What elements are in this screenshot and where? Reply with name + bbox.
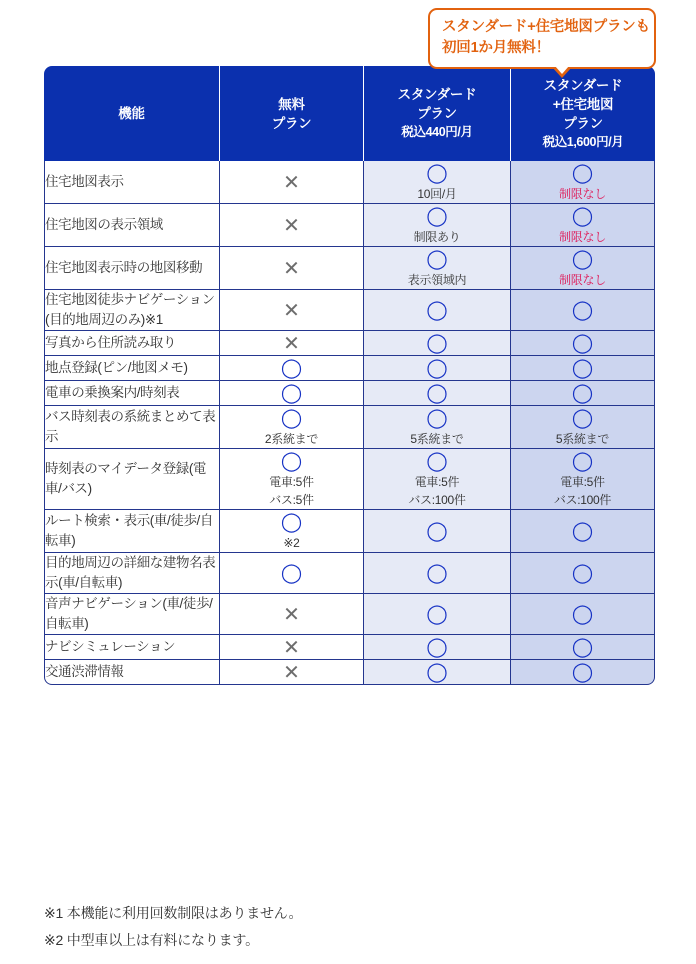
column-header-free-plan-line-1: 無料 [278, 96, 305, 112]
feature-name-cell: 交通渋滞情報 [44, 660, 220, 685]
plan-cell-premium [511, 381, 655, 406]
feature-name-cell: 目的地周辺の詳細な建物名表示(車/自転車) [44, 553, 220, 594]
plan-cell-premium [511, 290, 655, 331]
circle-icon: ◯ [426, 332, 448, 354]
plan-cell-standard [364, 635, 511, 660]
promo-callout-line-1: スタンダード+住宅地図プランも [442, 19, 650, 35]
circle-icon: ◯ [280, 407, 303, 429]
column-header-free-plan-line-2: プラン [271, 115, 312, 131]
plan-cell-standard [364, 594, 511, 635]
circle-icon: ◯ [571, 661, 594, 683]
plan-cell-premium [511, 553, 655, 594]
circle-icon: ◯ [571, 248, 594, 270]
plan-cell-note: 10回/月 [417, 187, 457, 201]
plan-comparison-table [44, 66, 655, 685]
plan-cell-free [220, 510, 364, 553]
plan-cell-standard [364, 553, 511, 594]
cross-icon: ✕ [283, 602, 300, 626]
circle-icon: ◯ [280, 382, 303, 404]
footnote-1: ※1 本機能に利用回数制限はありません。 [44, 905, 303, 921]
circle-icon: ◯ [571, 562, 594, 584]
plan-cell-free [220, 247, 364, 290]
circle-icon: ◯ [571, 205, 594, 227]
circle-icon: ◯ [571, 299, 594, 321]
table-row [44, 381, 655, 406]
plan-cell-premium [511, 449, 655, 510]
table-row [44, 290, 655, 331]
circle-icon: ◯ [426, 299, 448, 321]
plan-cell-free [220, 553, 364, 594]
plan-cell-note-secondary: バス:100件 [553, 493, 612, 507]
column-header-premium-plan-price: 税込1,600円/月 [542, 134, 624, 149]
plan-cell-note: 制限なし [559, 273, 606, 287]
cross-icon: ✕ [283, 213, 300, 237]
circle-icon: ◯ [426, 357, 448, 379]
circle-icon: ◯ [280, 511, 303, 533]
plan-cell-note: ※2 [283, 536, 300, 550]
plan-cell-premium [511, 204, 655, 247]
feature-name-cell: ナビシミュレーション [44, 635, 220, 660]
circle-icon: ◯ [571, 450, 594, 472]
feature-name-cell: 写真から住所読み取り [44, 331, 220, 356]
table-row [44, 247, 655, 290]
cross-icon: ✕ [283, 256, 300, 280]
feature-name-cell: 住宅地図表示時の地図移動 [44, 247, 220, 290]
cross-icon: ✕ [283, 331, 300, 355]
column-header-feature [44, 66, 220, 161]
table-header-row [44, 66, 655, 161]
column-header-premium-plan-line-3: プラン [563, 115, 603, 131]
plan-cell-standard [364, 161, 511, 204]
plan-cell-free [220, 660, 364, 685]
circle-icon: ◯ [426, 162, 448, 184]
footnotes [44, 900, 644, 954]
plan-cell-standard [364, 331, 511, 356]
column-header-standard-plan [364, 66, 511, 161]
circle-icon: ◯ [280, 450, 303, 472]
circle-icon: ◯ [571, 520, 594, 542]
plan-cell-standard [364, 204, 511, 247]
plan-cell-free [220, 331, 364, 356]
promo-callout [428, 8, 656, 69]
plan-cell-note: 5系統まで [410, 432, 464, 446]
plan-cell-premium [511, 161, 655, 204]
circle-icon: ◯ [426, 603, 448, 625]
plan-cell-free [220, 635, 364, 660]
table-row [44, 161, 655, 204]
circle-icon: ◯ [426, 661, 448, 683]
plan-cell-premium [511, 406, 655, 449]
plan-cell-note: 制限あり [413, 230, 461, 244]
plan-cell-free [220, 381, 364, 406]
column-header-feature-title: 機能 [118, 106, 145, 121]
circle-icon: ◯ [571, 162, 594, 184]
plan-cell-note: 2系統まで [264, 432, 319, 446]
plan-cell-premium [511, 594, 655, 635]
cross-icon: ✕ [283, 660, 300, 684]
table-body [44, 161, 655, 685]
plan-cell-premium [511, 356, 655, 381]
column-header-premium-plan-line-2: +住宅地図 [552, 96, 614, 112]
circle-icon: ◯ [280, 562, 303, 584]
plan-cell-note-secondary: バス:100件 [408, 493, 466, 507]
feature-name-cell: 電車の乗換案内/時刻表 [44, 381, 220, 406]
plan-cell-note: 表示領域内 [407, 273, 467, 287]
table-row [44, 553, 655, 594]
plan-cell-free [220, 161, 364, 204]
column-header-standard-plan-price: 税込440円/月 [401, 125, 473, 139]
plan-cell-free [220, 204, 364, 247]
circle-icon: ◯ [571, 382, 594, 404]
table-row [44, 356, 655, 381]
feature-name-cell: ルート検索・表示(車/徒歩/自転車) [44, 510, 220, 553]
table-header [44, 66, 655, 161]
feature-name-cell: 地点登録(ピン/地図メモ) [44, 356, 220, 381]
table-row [44, 204, 655, 247]
table-row [44, 660, 655, 685]
circle-icon: ◯ [571, 407, 594, 429]
plan-cell-free [220, 290, 364, 331]
plan-cell-note: 電車:5件 [560, 475, 605, 489]
circle-icon: ◯ [426, 562, 448, 584]
circle-icon: ◯ [426, 205, 448, 227]
plan-cell-premium [511, 247, 655, 290]
cross-icon: ✕ [283, 298, 300, 322]
plan-cell-premium [511, 510, 655, 553]
feature-name-cell: 住宅地図の表示領域 [44, 204, 220, 247]
plan-cell-standard [364, 290, 511, 331]
feature-name-cell: 住宅地図徒歩ナビゲーション(目的地周辺のみ)※1 [44, 290, 220, 331]
plan-cell-note: 制限なし [559, 230, 606, 244]
feature-name-cell: 音声ナビゲーション(車/徒歩/自転車) [44, 594, 220, 635]
footnote-2: ※2 中型車以上は有料になります。 [44, 932, 259, 948]
feature-name-cell: バス時刻表の系統まとめて表示 [44, 406, 220, 449]
column-header-free-plan [220, 66, 364, 161]
circle-icon: ◯ [426, 636, 448, 658]
plan-comparison-table-wrapper [44, 66, 652, 685]
plan-cell-standard [364, 356, 511, 381]
plan-cell-standard [364, 406, 511, 449]
circle-icon: ◯ [426, 450, 448, 472]
plan-cell-standard [364, 247, 511, 290]
promo-callout-line-2: 初回1か月無料！ [442, 40, 550, 56]
plan-cell-note: 制限なし [559, 187, 606, 201]
promo-callout-pointer-inner [555, 66, 569, 74]
cross-icon: ✕ [283, 635, 300, 659]
circle-icon: ◯ [426, 382, 448, 404]
plan-cell-standard [364, 510, 511, 553]
table-row [44, 406, 655, 449]
feature-name-cell: 住宅地図表示 [44, 161, 220, 204]
column-header-standard-plan-line-2: プラン [417, 106, 457, 121]
plan-cell-standard [364, 660, 511, 685]
table-row [44, 510, 655, 553]
circle-icon: ◯ [426, 407, 448, 429]
plan-cell-note: 電車:5件 [414, 475, 460, 489]
circle-icon: ◯ [571, 636, 594, 658]
plan-cell-note-secondary: バス:5件 [269, 493, 314, 507]
plan-cell-free [220, 356, 364, 381]
circle-icon: ◯ [426, 520, 448, 542]
plan-cell-standard [364, 449, 511, 510]
plan-cell-note: 5系統まで [555, 432, 610, 446]
table-row [44, 449, 655, 510]
plan-cell-standard [364, 381, 511, 406]
circle-icon: ◯ [571, 332, 594, 354]
circle-icon: ◯ [571, 603, 594, 625]
table-row [44, 594, 655, 635]
plan-cell-free [220, 406, 364, 449]
feature-name-cell: 時刻表のマイデータ登録(電車/バス) [44, 449, 220, 510]
column-header-premium-plan-line-1: スタンダード [543, 77, 623, 93]
column-header-standard-plan-line-1: スタンダード [397, 87, 477, 102]
plan-cell-free [220, 449, 364, 510]
circle-icon: ◯ [571, 357, 594, 379]
plan-cell-premium [511, 331, 655, 356]
circle-icon: ◯ [426, 248, 448, 270]
plan-cell-note: 電車:5件 [269, 475, 314, 489]
plan-cell-premium [511, 635, 655, 660]
table-row [44, 635, 655, 660]
cross-icon: ✕ [283, 170, 300, 194]
circle-icon: ◯ [280, 357, 303, 379]
plan-cell-free [220, 594, 364, 635]
table-row [44, 331, 655, 356]
column-header-premium-plan [511, 66, 655, 161]
plan-cell-premium [511, 660, 655, 685]
